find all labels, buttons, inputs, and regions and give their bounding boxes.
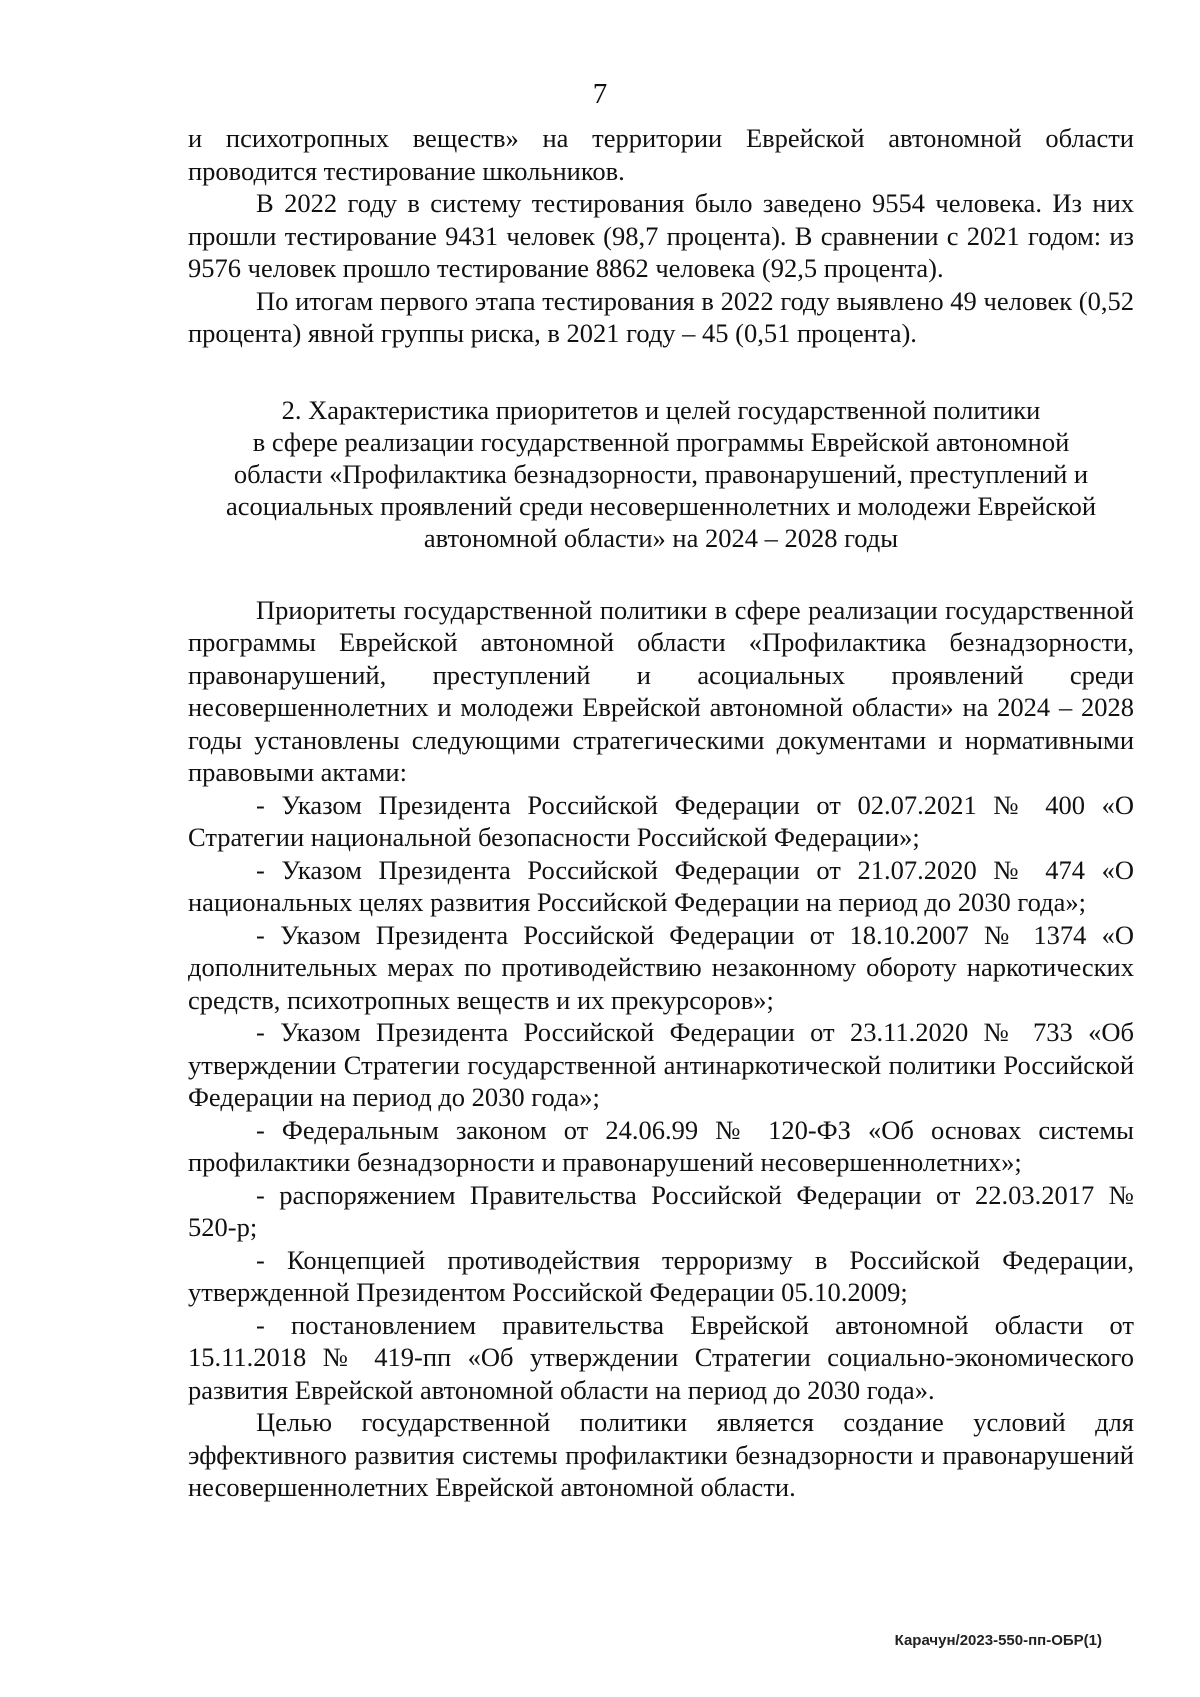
list-item: - распоряжением Правительства Российской Федерации от 22.03.2017 № 520-р; — [188, 1179, 1134, 1242]
list-item: - Указом Президента Российской Федерации от 02.07.2021 № 400 «О Стратегии национальной безопасности Российской Федерации»; — [188, 789, 1134, 852]
intro-paragraph-3: По итогам первого этапа тестирования в 2022 году выявлено 49 человек (0,52 процента) явной группы риска, в 2021 году – 45 (0,51 процента). — [188, 285, 1134, 348]
list-item: - Указом Президента Российской Федерации от 18.10.2007 № 1374 «О дополнительных мерах по противодействию незаконному обороту наркотических средств, психотропных веществ и их прекурсоров»; — [188, 919, 1134, 1015]
list-item: - Концепцией противодействия терроризму в Российской Федерации, утвержденной Президентом Российской Федерации 05.10.2009; — [188, 1244, 1134, 1307]
intro-paragraph-1: и психотропных веществ» на территории Еврейской автономной области проводится тестирование школьников. — [188, 123, 1134, 186]
section-heading-line: 2. Характеристика приоритетов и целей государственной политики — [281, 394, 1041, 425]
document-body — [188, 122, 1134, 1504]
intro-paragraph-2: В 2022 году в систему тестирования было заведено 9554 человека. Из них прошли тестирование 9431 человек (98,7 процента). В сравнении с 2021 годом: из 9576 человек прошло тестирование 8862 человека (92,5 процента). — [188, 188, 1134, 283]
section-lead-paragraph: Приоритеты государственной политики в сфере реализации государственной программы Еврейской автономной области «Профилактика безнадзорности, правонарушений, преступлений и асоциальных проявлений среди несовершеннолетних и молодежи Еврейской автономной области» на 2024 – 2028 годы установлены следующими стратегическими документами и нормативными правовыми актами: — [188, 594, 1134, 787]
section-heading — [188, 394, 1134, 554]
list-item: - Федеральным законом от 24.06.99 № 120-ФЗ «Об основах системы профилактики безнадзорности и правонарушений несовершеннолетних»; — [188, 1114, 1134, 1177]
section-heading-line: в сфере реализации государственной программы Еврейской автономной — [252, 426, 1070, 457]
section-heading-line: области «Профилактика безнадзорности, правонарушений, преступлений и — [233, 458, 1089, 489]
section-heading-line: автономной области» на 2024 – 2028 годы — [423, 522, 899, 553]
document-code-footer: Карачун/2023-550-пп-ОБР(1) — [894, 1632, 1102, 1649]
page-number: 7 — [592, 78, 608, 110]
list-item: - Указом Президента Российской Федерации от 23.11.2020 № 733 «Об утверждении Стратегии государственной антинаркотической политики Российской Федерации на период до 2030 года»; — [188, 1017, 1134, 1112]
goal-paragraph: Целью государственной политики является создание условий для эффективного развития системы профилактики безнадзорности и правонарушений несовершеннолетних Еврейской автономной области. — [188, 1407, 1134, 1502]
section-heading-line: асоциальных проявлений среди несовершеннолетних и молодежи Еврейской — [225, 490, 1097, 521]
list-item: - постановлением правительства Еврейской автономной области от 15.11.2018 № 419-пп «Об утверждении Стратегии социально-экономического развития Еврейской автономной области на период до 2030 года». — [188, 1309, 1134, 1405]
list-item: - Указом Президента Российской Федерации от 21.07.2020 № 474 «О национальных целях развития Российской Федерации на период до 2030 года»; — [188, 854, 1134, 917]
